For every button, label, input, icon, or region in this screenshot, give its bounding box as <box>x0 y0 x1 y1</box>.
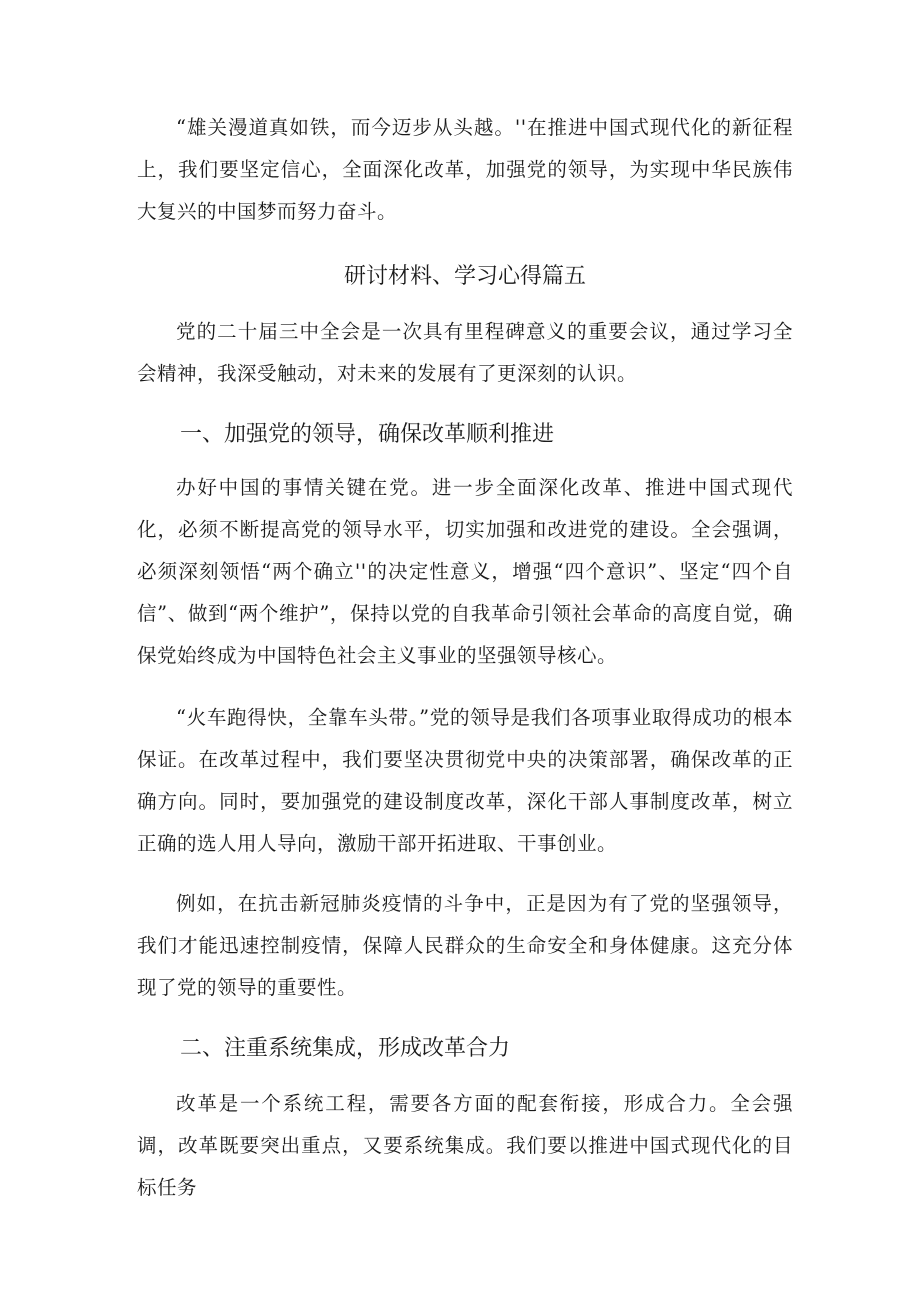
section-title: 研讨材料、学习心得篇五 <box>343 264 586 289</box>
intro-paragraph: “雄关漫道真如铁，而今迈步从头越。''在推进中国式现代化的新征程上，我们要坚定信心，全面深化改革，加强党的领导，为实现中华民族伟大复兴的中国梦而努力奋斗。 <box>137 116 793 223</box>
paragraph-one: 办好中国的事情关键在党。进一步全面深化改革、推进中国式现代化，必须不断提高党的领导水平，切实加强和改进党的建设。全会强调，必须深刻领悟“两个确立''的决定性意义，增强“四个意识”、坚定“四个自信”、做到“两个维护”，保持以党的自我革命引领社会革命的高度自觉，确保党始终成为中国特色社会主义事业的坚强领导核心。 <box>137 476 793 667</box>
heading-one: 一、加强党的领导，确保改革顺利推进 <box>180 422 555 447</box>
opening-paragraph: 党的二十届三中全会是一次具有里程碑意义的重要会议，通过学习全会精神，我深受触动，对未来的发展有了更深刻的认识。 <box>137 320 793 385</box>
paragraph-two: “火车跑得快，全靠车头带。”党的领导是我们各项事业取得成功的根本保证。在改革过程中，我们要坚决贯彻党中央的决策部署，确保改革的正确方向。同时，要加强党的建设制度改革，深化干部人事制度改革，树立正确的选人用人导向，激励干部开拓进取、干事创业。 <box>137 706 793 855</box>
heading-two: 二、注重系统集成，形成改革合力 <box>180 1036 511 1061</box>
paragraph-three: 例如，在抗击新冠肺炎疫情的斗争中，正是因为有了党的坚强领导，我们才能迅速控制疫情，保障人民群众的生命安全和身体健康。这充分体现了党的领导的重要性。 <box>137 892 793 999</box>
paragraph-four: 改革是一个系统工程，需要各方面的配套衔接，形成合力。全会强调，改革既要突出重点，又要系统集成。我们要以推进中国式现代化的目标任务 <box>137 1092 793 1199</box>
